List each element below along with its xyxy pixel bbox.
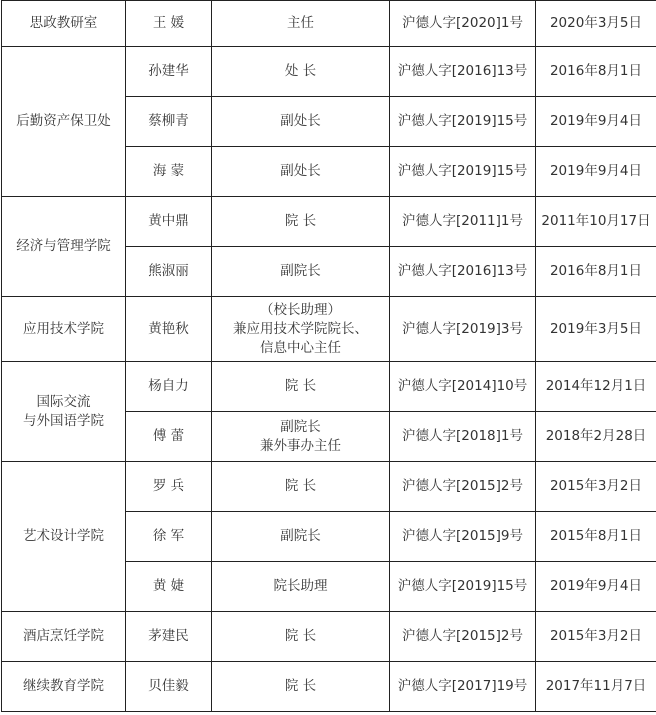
table-row xyxy=(2,362,656,412)
position-title: 兼应用技术学院院长、 xyxy=(233,320,368,337)
appointments-table xyxy=(1,0,656,712)
document-number-cell: 沪德人字[2018]1号 xyxy=(390,412,536,462)
position-title: 院长助理 xyxy=(273,578,328,594)
department-name: 继续教育学院 xyxy=(23,678,104,694)
document-number-cell: 沪德人字[2016]13号 xyxy=(390,47,536,97)
appointment-date-cell: 2014年12月1日 xyxy=(536,362,656,412)
person-name-cell: 黄艳秋 xyxy=(126,297,212,362)
position-title: 信息中心主任 xyxy=(260,339,341,356)
department-cell xyxy=(2,197,126,297)
document-number-cell: 沪德人字[2019]3号 xyxy=(390,297,536,362)
position-cell xyxy=(212,512,390,562)
position-cell xyxy=(212,362,390,412)
position-title: 院 长 xyxy=(284,378,317,394)
table-row xyxy=(2,1,656,47)
position-title: 副院长 xyxy=(280,528,321,544)
position-cell xyxy=(212,562,390,612)
document-number-cell: 沪德人字[2019]15号 xyxy=(390,97,536,147)
document-number-cell: 沪德人字[2015]9号 xyxy=(390,512,536,562)
document-number-cell: 沪德人字[2019]15号 xyxy=(390,562,536,612)
appointment-date-cell: 2015年3月2日 xyxy=(536,612,656,662)
position-cell xyxy=(212,147,390,197)
position-title: 院 长 xyxy=(284,478,317,494)
appointment-date-cell: 2015年3月2日 xyxy=(536,462,656,512)
position-cell xyxy=(212,97,390,147)
department-cell xyxy=(2,612,126,662)
position-title: 院 长 xyxy=(284,678,317,694)
person-name-cell: 王 媛 xyxy=(126,1,212,47)
document-number-cell: 沪德人字[2014]10号 xyxy=(390,362,536,412)
person-name-cell: 熊淑丽 xyxy=(126,247,212,297)
document-number-cell: 沪德人字[2015]2号 xyxy=(390,612,536,662)
document-number-cell: 沪德人字[2016]13号 xyxy=(390,247,536,297)
position-title: 副院长 xyxy=(280,263,321,279)
position-title: 院 长 xyxy=(284,213,317,229)
department-cell xyxy=(2,462,126,612)
table-row xyxy=(2,297,656,362)
appointment-date-cell: 2017年11月7日 xyxy=(536,662,656,712)
position-title: 院 长 xyxy=(284,628,317,644)
person-name-cell: 黄中鼎 xyxy=(126,197,212,247)
document-number-cell: 沪德人字[2011]1号 xyxy=(390,197,536,247)
department-name: 与外国语学院 xyxy=(23,412,104,429)
department-cell xyxy=(2,362,126,462)
appointment-date-cell: 2018年2月28日 xyxy=(536,412,656,462)
person-name-cell: 杨自力 xyxy=(126,362,212,412)
position-title: 副处长 xyxy=(280,113,321,129)
appointment-date-cell: 2019年3月5日 xyxy=(536,297,656,362)
department-name: 经济与管理学院 xyxy=(16,238,111,254)
department-cell xyxy=(2,47,126,197)
person-name-cell: 徐 军 xyxy=(126,512,212,562)
appointment-date-cell: 2019年9月4日 xyxy=(536,97,656,147)
position-cell xyxy=(212,197,390,247)
person-name-cell: 傅 蕾 xyxy=(126,412,212,462)
document-number-cell: 沪德人字[2020]1号 xyxy=(390,1,536,47)
person-name-cell: 贝佳毅 xyxy=(126,662,212,712)
position-cell xyxy=(212,47,390,97)
department-name: 酒店烹饪学院 xyxy=(23,628,104,644)
person-name-cell: 罗 兵 xyxy=(126,462,212,512)
position-title: 副处长 xyxy=(280,163,321,179)
table-row xyxy=(2,462,656,512)
position-title: 副院长 xyxy=(280,418,321,435)
appointment-date-cell: 2016年8月1日 xyxy=(536,47,656,97)
appointment-date-cell: 2019年9月4日 xyxy=(536,147,656,197)
position-title: 处 长 xyxy=(284,63,317,79)
position-cell xyxy=(212,1,390,47)
department-name: 后勤资产保卫处 xyxy=(16,113,111,129)
table-row xyxy=(2,612,656,662)
person-name-cell: 海 蒙 xyxy=(126,147,212,197)
position-cell xyxy=(212,297,390,362)
appointments-table-body xyxy=(2,1,656,712)
table-row xyxy=(2,47,656,97)
position-title: 兼外事办主任 xyxy=(260,437,341,454)
department-cell xyxy=(2,1,126,47)
appointment-date-cell: 2015年8月1日 xyxy=(536,512,656,562)
department-cell xyxy=(2,297,126,362)
person-name-cell: 黄 婕 xyxy=(126,562,212,612)
person-name-cell: 茅建民 xyxy=(126,612,212,662)
appointment-date-cell: 2011年10月17日 xyxy=(536,197,656,247)
person-name-cell: 孙建华 xyxy=(126,47,212,97)
person-name-cell: 蔡柳青 xyxy=(126,97,212,147)
document-number-cell: 沪德人字[2019]15号 xyxy=(390,147,536,197)
position-cell xyxy=(212,612,390,662)
position-cell xyxy=(212,462,390,512)
department-name: 国际交流 xyxy=(36,393,91,410)
appointment-date-cell: 2016年8月1日 xyxy=(536,247,656,297)
position-cell xyxy=(212,662,390,712)
appointment-date-cell: 2019年9月4日 xyxy=(536,562,656,612)
document-number-cell: 沪德人字[2015]2号 xyxy=(390,462,536,512)
department-cell xyxy=(2,662,126,712)
position-cell xyxy=(212,247,390,297)
department-name: 艺术设计学院 xyxy=(23,528,104,544)
department-name: 思政教研室 xyxy=(29,15,98,31)
table-row xyxy=(2,662,656,712)
table-row xyxy=(2,197,656,247)
document-number-cell: 沪德人字[2017]19号 xyxy=(390,662,536,712)
position-cell xyxy=(212,412,390,462)
department-name: 应用技术学院 xyxy=(23,320,104,337)
position-title: 主任 xyxy=(287,15,314,31)
position-title: （校长助理） xyxy=(260,301,341,318)
appointment-date-cell: 2020年3月5日 xyxy=(536,1,656,47)
